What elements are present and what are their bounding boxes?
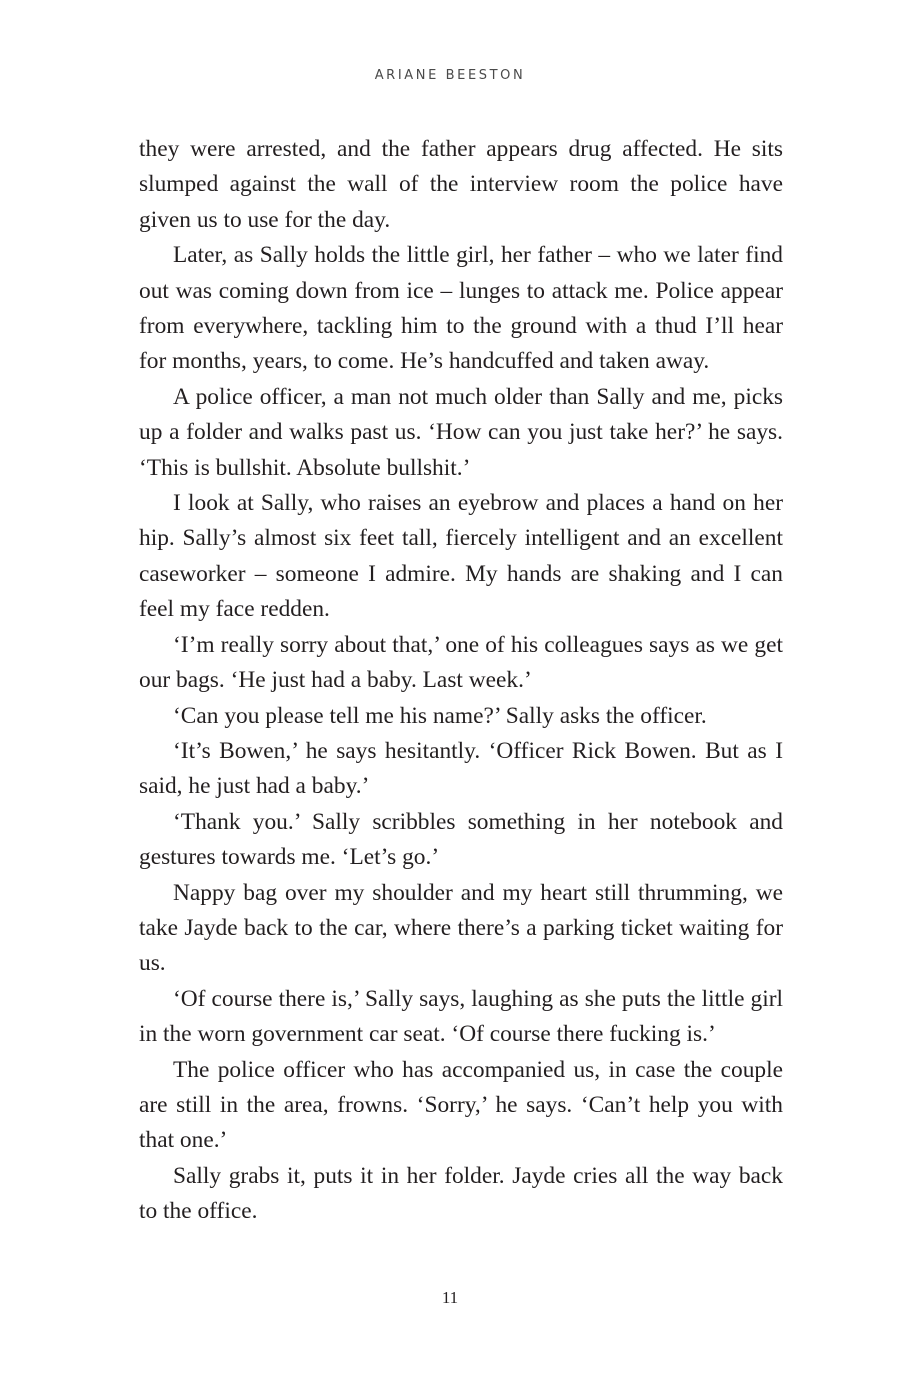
body-text xyxy=(139,132,783,1230)
paragraph: ‘I’m really sorry about that,’ one of his colleagues says as we get our bags. ‘He just had a baby. Last week.’ xyxy=(139,631,783,694)
paragraph: The police officer who has accompanied us, in case the couple are still in the area, frowns. ‘Sorry,’ he says. ‘Can’t help you with that one.’ xyxy=(139,1056,783,1154)
paragraph: A police officer, a man not much older than Sally and me, picks up a folder and walks past us. ‘How can you just take her?’ he says. ‘This is bullshit. Absolute bullshit.’ xyxy=(139,383,783,481)
paragraph: ‘Can you please tell me his name?’ Sally asks the officer. xyxy=(173,702,707,729)
paragraph: ‘Of course there is,’ Sally says, laughing as she puts the little girl in the worn government car seat. ‘Of course there fucking is.’ xyxy=(139,985,783,1048)
paragraph: Sally grabs it, puts it in her folder. Jayde cries all the way back to the office. xyxy=(139,1162,783,1225)
paragraph: ‘It’s Bowen,’ he says hesitantly. ‘Officer Rick Bowen. But as I said, he just had a baby.’ xyxy=(139,737,783,800)
running-head-author: ARIANE BEESTON xyxy=(374,68,526,83)
paragraph: Later, as Sally holds the little girl, her father – who we later find out was coming down from ice – lunges to attack me. Police appear from everywhere, tackling him to the ground with a thud I’ll hear for months, years, to come. He’s handcuffed and taken away. xyxy=(139,242,783,375)
paragraph: ‘Thank you.’ Sally scribbles something in her notebook and gestures towards me. ‘Let’s go.’ xyxy=(139,808,783,871)
page-number: 11 xyxy=(441,1288,459,1307)
paragraph: Nappy bag over my shoulder and my heart still thrumming, we take Jayde back to the car, where there’s a parking ticket waiting for us. xyxy=(139,879,783,977)
paragraph: I look at Sally, who raises an eyebrow and places a hand on her hip. Sally’s almost six feet tall, fiercely intelligent and an excellent caseworker – someone I admire. My hands are shaking and I can feel my face redden. xyxy=(139,490,783,623)
paragraph: they were arrested, and the father appears drug affected. He sits slumped against the wall of the interview room the police have given us to use for the day. xyxy=(139,136,783,233)
